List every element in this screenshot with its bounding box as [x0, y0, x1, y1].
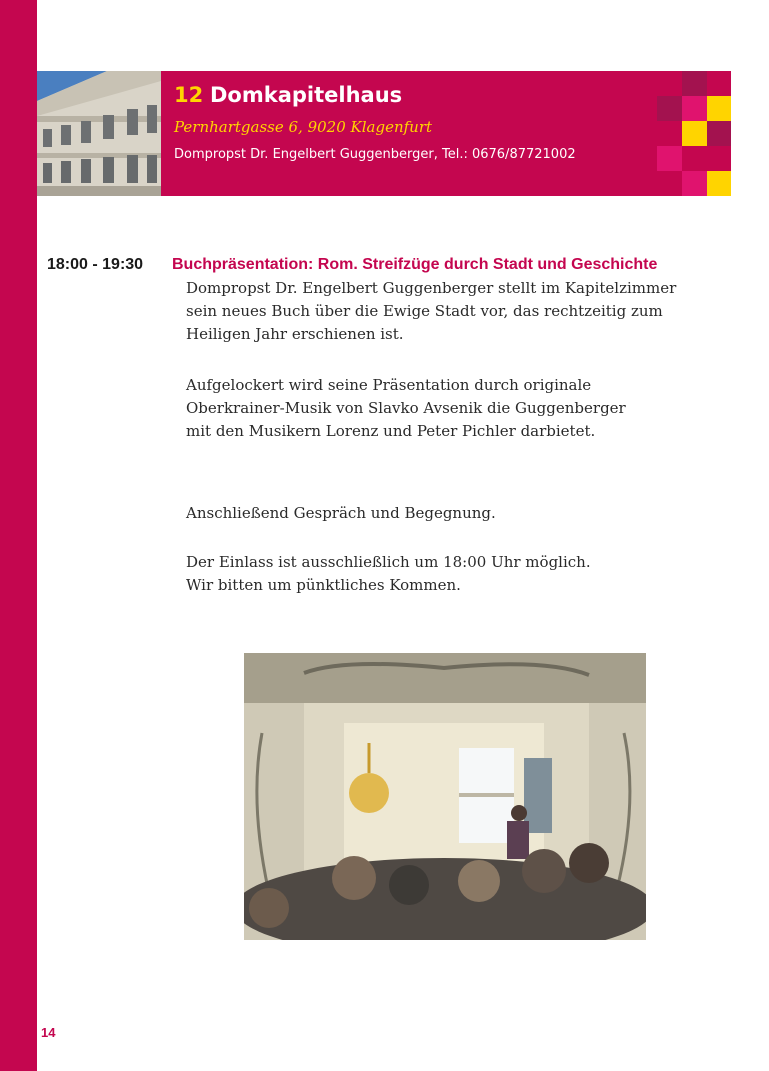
paragraph-line: Anschließend Gespräch und Begegnung.	[186, 504, 496, 522]
venue-contact: Dompropst Dr. Engelbert Guggenberger, Tel.: 0676/87721002	[174, 147, 576, 162]
left-accent-bar	[0, 0, 37, 1071]
event-time: 18:00 - 19:30	[47, 256, 144, 273]
venue-address: Pernhartgasse 6, 9020 Klagenfurt	[174, 118, 433, 136]
venue-title: Domkapitelhaus	[210, 83, 403, 107]
event-title: Buchpräsentation: Rom. Streifzüge durch Stadt und Geschichte	[172, 256, 658, 273]
paragraph-line: Wir bitten um pünktliches Kommen.	[186, 576, 461, 594]
event-paragraph-music	[186, 374, 626, 443]
venue-header-banner	[37, 71, 731, 196]
event-paragraph-intro	[186, 277, 676, 346]
paragraph-line: mit den Musikern Lorenz und Peter Pichler darbietet.	[186, 422, 596, 440]
paragraph-line: Heiligen Jahr erschienen ist.	[186, 325, 404, 343]
paragraph-line: sein neues Buch über die Ewige Stadt vor, das rechtzeitig zum	[186, 302, 663, 320]
event-paragraph-admission	[186, 551, 591, 597]
building-facade-photo	[37, 71, 161, 196]
paragraph-line: Dompropst Dr. Engelbert Guggenberger stellt im Kapitelzimmer	[186, 279, 677, 297]
event-room-photo	[244, 653, 646, 940]
page-number: 14	[41, 1025, 56, 1040]
paragraph-line: Der Einlass ist ausschließlich um 18:00 Uhr möglich.	[186, 553, 591, 571]
event-paragraph-conversation	[186, 502, 496, 525]
paragraph-line: Oberkrainer-Musik von Slavko Avsenik die Guggenberger	[186, 399, 626, 417]
venue-number: 12	[174, 83, 204, 107]
paragraph-line: Aufgelockert wird seine Präsentation durch originale	[186, 376, 592, 394]
